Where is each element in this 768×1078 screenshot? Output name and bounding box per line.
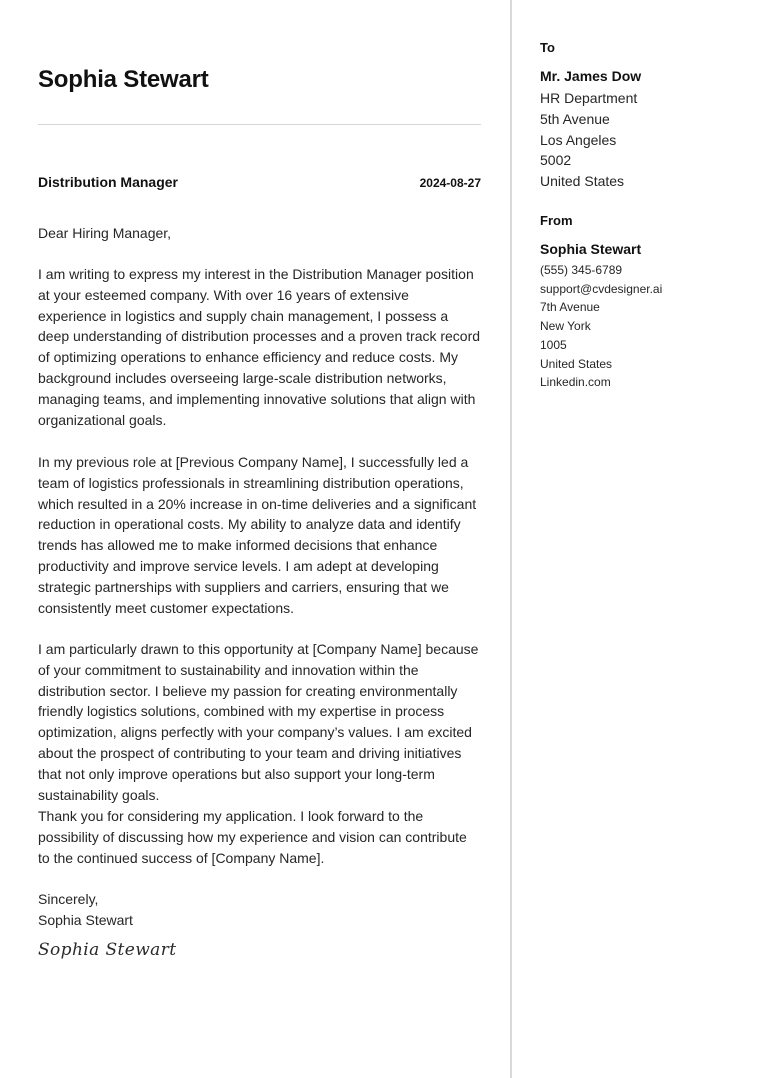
sender-linkedin: Linkedin.com	[540, 375, 611, 390]
paragraph-1: I am writing to express my interest in the Distribution Manager position at your esteemed company. With over 16 years of extensive experience in logistics and supply chain management, I possess a deep understanding of distribution processes and a proven track record of optimizing operations to enhance efficiency and reduce costs. My background includes overseeing large-scale distribution networks, managing teams, and implementing innovative solutions that align with organizational goals.	[38, 266, 481, 428]
sender-country: United States	[540, 356, 613, 371]
to-label: To	[540, 40, 555, 55]
recipient-address	[540, 88, 637, 192]
recipient-department: HR Department	[540, 90, 638, 106]
sender-name: Sophia Stewart	[540, 241, 642, 257]
sender-street: 7th Avenue	[540, 300, 600, 315]
paragraph-4: Thank you for considering my application. I look forward to the possibility of discussing how my experience and vision can contribute to the continued success of [Company Name].	[38, 808, 467, 866]
paragraph-2: In my previous role at [Previous Company Name], I successfully led a team of logistics professionals in streamlining distribution operations, which resulted in a 20% increase in on-time deliveries and a significant reduction in operational costs. My ability to analyze data and identify trends has allowed me to make informed decisions that enhance productivity and improve service levels. I am adept at developing strategic partnerships with suppliers and carriers, ensuring that we consistently meet customer expectations.	[38, 454, 477, 616]
recipient-city: Los Angeles	[540, 131, 617, 148]
sidebar-divider	[510, 0, 512, 1078]
recipient-name: Mr. James Dow	[540, 68, 642, 84]
applicant-name: Sophia Stewart	[38, 66, 209, 93]
letter-date: 2024-08-27	[419, 176, 481, 190]
closing: Sincerely,	[38, 891, 99, 907]
header-divider	[38, 124, 481, 125]
recipient-country: United States	[540, 173, 625, 190]
recipient-postcode: 5002	[540, 152, 572, 169]
job-row	[38, 174, 481, 190]
sender-postcode: 1005	[540, 337, 567, 352]
signature: Sophia Stewart	[38, 940, 177, 960]
salutation: Dear Hiring Manager,	[38, 225, 172, 241]
closing-name: Sophia Stewart	[38, 912, 133, 928]
recipient-street: 5th Avenue	[540, 110, 610, 127]
sender-city: New York	[540, 319, 591, 334]
paragraph-3: I am particularly drawn to this opportunity at [Company Name] because of your commitment to sustainability and innovation within the distribution sector. I believe my passion for creating environmentally friendly logistics solutions, combined with my expertise in process optimization, aligns perfectly with your company’s values. I am excited about the prospect of contributing to your team and driving initiatives that not only improve operations but also support your long-term sustainability goals.	[38, 641, 479, 803]
sender-contact	[540, 261, 662, 392]
from-label: From	[540, 213, 573, 228]
sender-email: support@cvdesigner.ai	[540, 281, 663, 296]
sender-phone: (555) 345-6789	[540, 263, 623, 277]
job-title: Distribution Manager	[38, 174, 179, 190]
